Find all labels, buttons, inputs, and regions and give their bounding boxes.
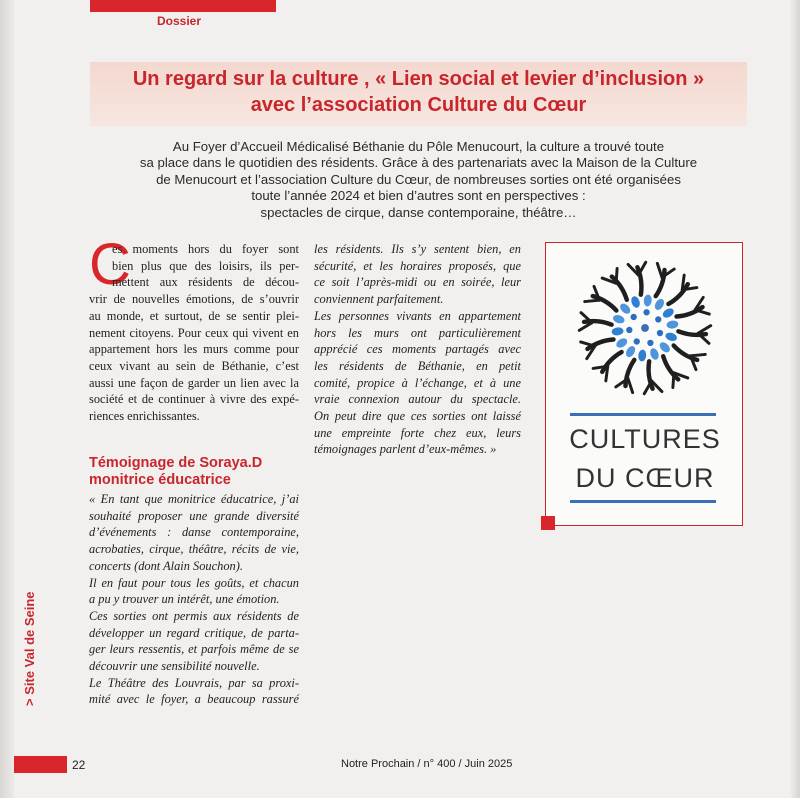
testimony-line: a pu y trouver un intérêt, une émotion.	[89, 592, 280, 607]
intro-line: toute l’année 2024 et bien d’autres sont en perspectives :	[251, 188, 586, 204]
logo-ray-branch	[673, 373, 674, 388]
publication-info: Notre Prochain / n° 400 / Juin 2025	[341, 758, 513, 770]
logo-drop	[618, 302, 632, 316]
intro-line: Au Foyer d’Accueil Médicalisé Béthanie du Pôle Menucourt, la culture a trouvé toute	[172, 139, 665, 154]
body-column-1	[89, 241, 299, 425]
body-line: comité, propice à l’échange, et à une	[314, 375, 521, 390]
body-column-2	[314, 241, 521, 458]
logo-drop	[615, 336, 629, 349]
logo-dot	[631, 314, 637, 320]
cultures-du-coeur-logo	[545, 242, 743, 526]
intro-line: spectacles de cirque, danse contemporaine, théâtre…	[260, 204, 577, 220]
logo-drop	[638, 349, 647, 362]
testimony-heading-line-1: Témoignage de Soraya.D	[89, 455, 263, 471]
logo-ray	[674, 346, 698, 360]
body-line: les résidents. Ils s’y sentent bien, en	[314, 242, 521, 256]
section-color-bar	[90, 0, 276, 12]
testimony-line: découvrir une sensibilité nouvelle.	[89, 659, 260, 674]
logo-ray-branch	[695, 310, 709, 314]
logo-dot	[655, 316, 661, 322]
logo-drop	[612, 314, 626, 325]
logo-dot	[657, 330, 663, 336]
testimony-line: acrobaties, cirque, théâtre, récits de vie,	[89, 542, 299, 557]
logo-bar-top	[570, 413, 716, 416]
page-gutter	[0, 0, 14, 798]
testimony-heading-line-2: monitrice éducatrice	[89, 472, 231, 488]
logo-drop	[653, 297, 666, 311]
logo-drop	[664, 331, 678, 342]
testimony-line: Le Théâtre des Louvrais, par sa proxi-	[89, 675, 299, 690]
logo-drop	[649, 347, 660, 361]
body-line: hors les murs ont particulièrement	[314, 325, 521, 340]
body-line: témoignages parlent d’eux-mêmes. »	[314, 442, 497, 457]
article-title	[90, 62, 747, 126]
logo-ray-branch	[682, 275, 684, 290]
body-line: riences enrichissantes.	[89, 409, 200, 424]
logo-bar-bottom	[570, 500, 716, 503]
intro-line: de Menucourt et l’association Culture du Cœur, de nombreuses sorties ont été organisées	[156, 171, 681, 187]
logo-ray-branch	[690, 354, 705, 355]
logo-drop	[611, 327, 624, 336]
logo-dot	[647, 340, 653, 346]
section-label: Dossier	[157, 14, 202, 28]
body-line: une empreinte forte chez eux, leurs	[314, 425, 521, 440]
testimony-line: « En tant que monitrice éducatrice, j’ai	[89, 492, 299, 506]
testimony-line: concerts (dont Alain Souchon).	[89, 558, 243, 573]
logo-drop	[658, 340, 672, 354]
body-line: au monde, et surtout, de se sentir plei-	[89, 308, 299, 323]
body-line: apprécié ces moments partagés avec	[314, 342, 521, 357]
logo-ray	[593, 296, 617, 310]
testimony-line: ger leurs ressentis, et parfois même de se	[89, 642, 299, 657]
logo-ray-branch	[657, 263, 662, 277]
logo-ray-branch	[606, 366, 608, 381]
logo-dot	[626, 327, 632, 333]
body-line: bien plus que des loisirs, ils per-	[112, 258, 299, 273]
body-line: les résidents de Béthanie, en petit	[314, 358, 521, 373]
logo-drop	[661, 306, 675, 319]
page-edge	[790, 0, 800, 798]
body-line: conviennent parfaitement.	[314, 292, 444, 307]
site-label-vertical: > Site Val de Seine	[22, 591, 37, 706]
logo-ray-branch	[581, 342, 595, 346]
testimony-heading	[89, 455, 262, 489]
logo-ray-branch	[585, 300, 600, 301]
logo-text-line-1: CULTURES	[569, 424, 721, 454]
body-line: vraie connexion autour du spectacle.	[314, 392, 521, 407]
logo-ray-branch	[616, 268, 617, 283]
body-line: On peut dire que ces sorties ont laissé	[314, 409, 521, 424]
testimony-text	[89, 491, 299, 708]
logo-text-line-2: DU CŒUR	[575, 463, 715, 493]
body-line: ceux vivant au sein de Béthanie, c’est	[89, 358, 299, 373]
body-line: vrir de nouvelles émotions, de s’ouvrir	[89, 292, 299, 307]
body-line: appartement hors les murs comme pour	[89, 342, 299, 357]
body-line: aussi une façon de garder un lien avec la	[89, 375, 299, 390]
logo-ray	[602, 352, 621, 372]
logo-ray	[668, 284, 687, 304]
sunburst-logo-icon	[566, 249, 724, 407]
corner-square	[541, 516, 555, 530]
logo-drop	[630, 295, 641, 309]
drop-cap: C	[89, 232, 131, 297]
article-intro	[90, 139, 747, 221]
logo-dot	[643, 309, 649, 315]
body-line: ce soit l’après-midi ou en soirée, leur	[314, 275, 521, 290]
body-line: société et de continuer à vivre des expé-	[89, 392, 299, 407]
body-line: Les personnes vivants en appartement	[314, 308, 521, 323]
title-line-1: Un regard sur la culture , « Lien social et levier d’inclusion »	[132, 68, 705, 90]
testimony-line: d’événements : danse contemporaine,	[89, 525, 299, 540]
testimony-line: mité avec le foyer, a beaucoup rassuré	[89, 692, 299, 707]
title-line-2: avec l’association Culture du Cœur	[250, 94, 587, 116]
logo-ray	[612, 277, 627, 300]
footer-color-bar	[14, 756, 67, 773]
logo-dot	[634, 338, 640, 344]
page-number: 22	[72, 758, 86, 772]
testimony-line: souhaité proposer une grande diversité	[89, 508, 299, 523]
intro-line: sa place dans le quotidien des résidents. Grâce à des partenariats avec la Maison de la Culture	[139, 155, 698, 171]
testimony-line: Il en faut pour tous les goûts, et chacun	[89, 575, 299, 590]
logo-drop	[624, 344, 637, 358]
logo-drop	[666, 320, 679, 329]
body-line: sécurité, et les horaires proposés, que	[314, 258, 521, 273]
testimony-line: développer un regard critique, de parta-	[89, 625, 299, 640]
body-line: mettent aux résidents de décou-	[112, 275, 299, 290]
logo-ray	[663, 356, 678, 379]
body-line: es moments hors du foyer sont	[112, 242, 299, 256]
testimony-line: Ces sorties ont permis aux résidents de	[89, 608, 299, 623]
body-line: nement citoyens. Pour ceux qui vivent en	[89, 325, 299, 340]
logo-ray-branch	[628, 379, 633, 393]
logo-drop	[643, 294, 652, 307]
